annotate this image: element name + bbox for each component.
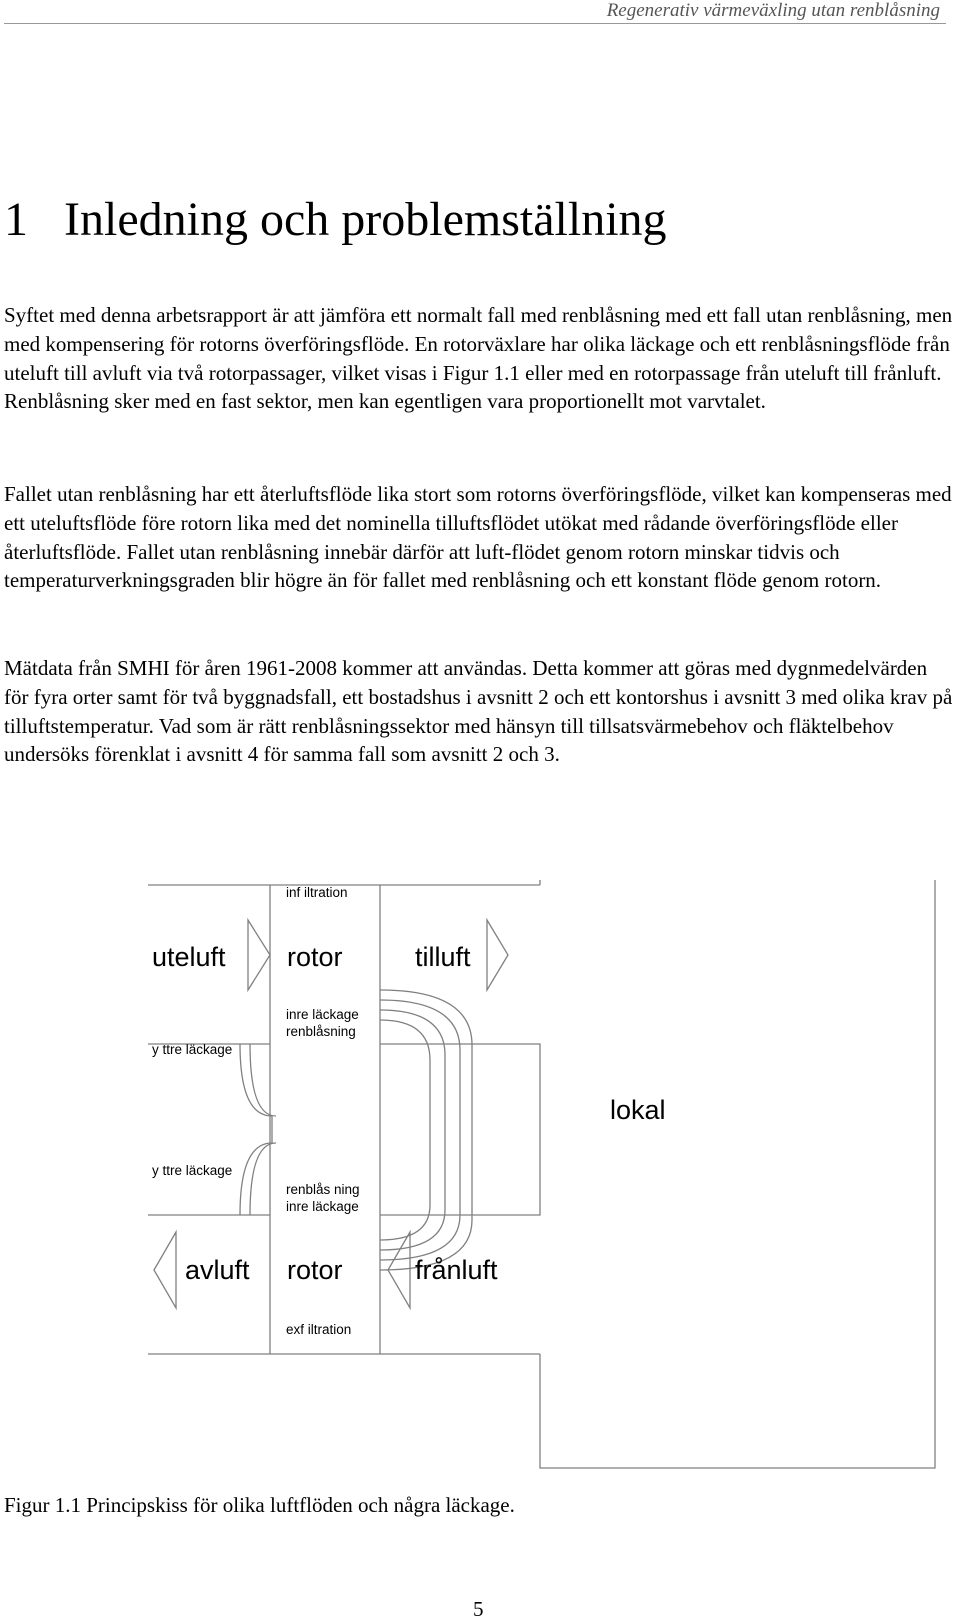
arrow-uteluft — [248, 920, 270, 990]
figure-caption: Figur 1.1 Principskiss för olika luftflöden och några läckage. — [4, 1493, 515, 1517]
label-inner-leakage-bottom: inre läckage — [286, 1199, 359, 1214]
section-heading — [4, 190, 667, 250]
purge-path-1 — [380, 1000, 460, 1260]
inner-leakage-path-2 — [380, 1010, 445, 1250]
local-room-outline — [540, 880, 935, 1468]
section-title: Inledning och problemställning — [64, 193, 667, 246]
page-number: 5 — [473, 1597, 484, 1621]
arrow-avluft — [154, 1232, 176, 1308]
label-rotor-bottom: rotor — [287, 1255, 343, 1285]
outer-leakage-path — [240, 1044, 272, 1215]
paragraph-3: Mätdata från SMHI för åren 1961-2008 kommer att användas. Detta kommer att göras med dygnmedelvärden för fyra orter samt för två byggnadsfall, ett bostadshus i avsnitt 2 och ett kontorshus i avsnitt 3 med olika krav på tilluftstemperatur. Vad som är rätt renblåsningssektor med hänsyn till tillsatsvärmebehov och fläktelbehov undersöks förenklat i avsnitt 4 för samma fall som avsnitt 2 och 3. — [4, 656, 953, 767]
running-header: Regenerativ värmeväxling utan renblåsning — [606, 0, 940, 21]
label-tilluft: tilluft — [415, 942, 471, 972]
label-outer-leakage-bottom: y ttre läckage — [152, 1163, 233, 1178]
paragraph-2: Fallet utan renblåsning har ett återluftsflöde lika stort som rotorns överföringsflöde, vilket kan kompenseras med ett uteluftsflöde före rotorn lika med det nominella tilluftsflödet utökat med rådande överföringsflöde eller återluftsflöde. Fallet utan renblåsning innebär därför att luft-flödet genom rotorn minskar tidvis och temperaturverkningsgraden blir högre än för fallet med renblåsning och ett konstant flöde genom rotorn. — [4, 482, 952, 593]
label-purge-bottom: renblås ning — [286, 1182, 360, 1197]
label-infiltration: inf iltration — [286, 885, 348, 900]
section-number: 1 — [4, 193, 28, 246]
label-avluft: avluft — [185, 1255, 250, 1285]
header-divider — [4, 23, 946, 24]
airflow-diagram — [0, 880, 960, 1480]
label-uteluft: uteluft — [152, 942, 226, 972]
arrow-tilluft — [487, 920, 508, 990]
label-rotor-top: rotor — [287, 942, 343, 972]
label-franluft: frånluft — [415, 1255, 498, 1285]
label-outer-leakage-top: y ttre läckage — [152, 1042, 233, 1057]
label-local-room: lokal — [610, 1095, 666, 1125]
inner-leakage-path-1 — [380, 1020, 430, 1240]
paragraph-1: Syftet med denna arbetsrapport är att jämföra ett normalt fall med renblåsning med ett fall utan renblåsning, men med kompensering för rotorns överföringsflöde. En rotorväxlare har olika läckage och ett renblåsningsflöde från uteluft till avluft via två rotorpassager, vilket visas i Figur 1.1 eller med en rotorpassage från uteluft till frånluft. Renblåsning sker med en fast sektor, men kan egentligen vara proportionellt mot varvtalet. — [4, 303, 953, 414]
label-purge-top: renblåsning — [286, 1024, 356, 1039]
label-exfiltration: exf iltration — [286, 1322, 352, 1337]
label-inner-leakage-top: inre läckage — [286, 1007, 359, 1022]
